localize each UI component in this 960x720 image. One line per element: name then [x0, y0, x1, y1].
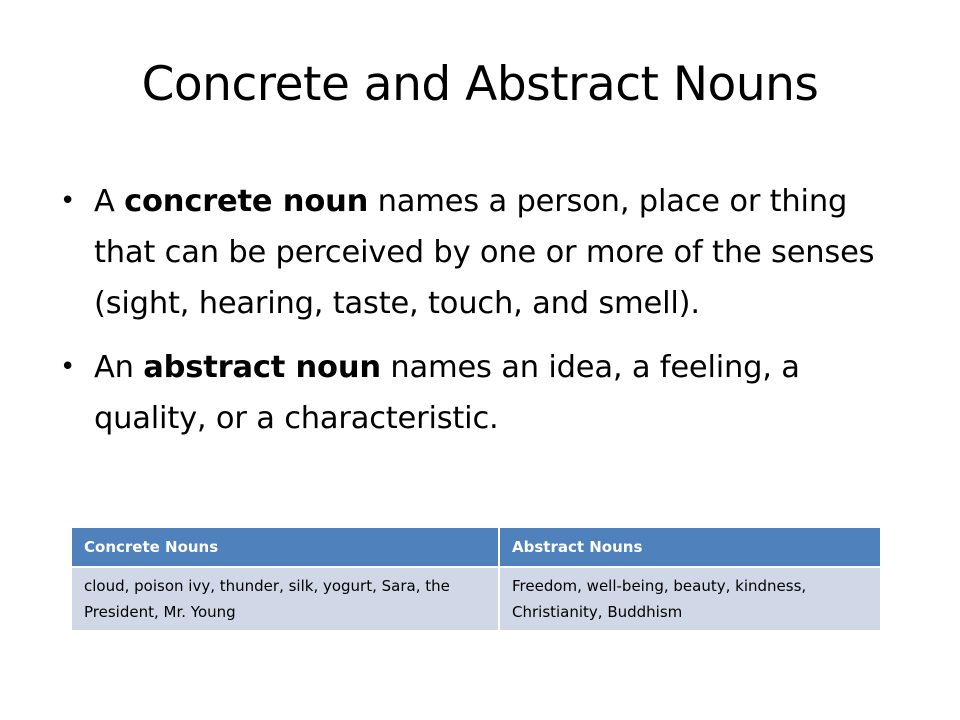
header-concrete-nouns: Concrete Nouns: [72, 528, 499, 567]
bullet-item-abstract: [58, 342, 878, 444]
bullet-text: names a person, place or thing that can be perceived by one or more of the senses (sight, hearing, taste, touch, and smell).: [94, 184, 875, 321]
bullet-item-concrete: [58, 176, 878, 329]
slide-title: Concrete and Abstract Nouns: [141, 57, 819, 112]
bullet-icon: •: [60, 352, 76, 382]
cell-concrete-examples: cloud, poison ivy, thunder, silk, yogurt, Sara, the President, Mr. Young: [72, 567, 499, 630]
cell-abstract-examples: Freedom, well-being, beauty, kindness, Christianity, Buddhism: [499, 567, 880, 630]
noun-table: [72, 528, 880, 630]
bullet-list: [58, 176, 878, 457]
bullet-lead: An: [94, 350, 144, 385]
bullet-icon: •: [60, 186, 76, 216]
bullet-term: concrete noun: [124, 184, 369, 219]
bullet-text: names an idea, a feeling, a quality, or a characteristic.: [94, 350, 800, 436]
header-abstract-nouns: Abstract Nouns: [499, 528, 880, 567]
table-row: [72, 567, 880, 630]
table-header-row: [72, 528, 880, 567]
bullet-lead: A: [94, 184, 125, 219]
bullet-term: abstract noun: [143, 350, 381, 385]
